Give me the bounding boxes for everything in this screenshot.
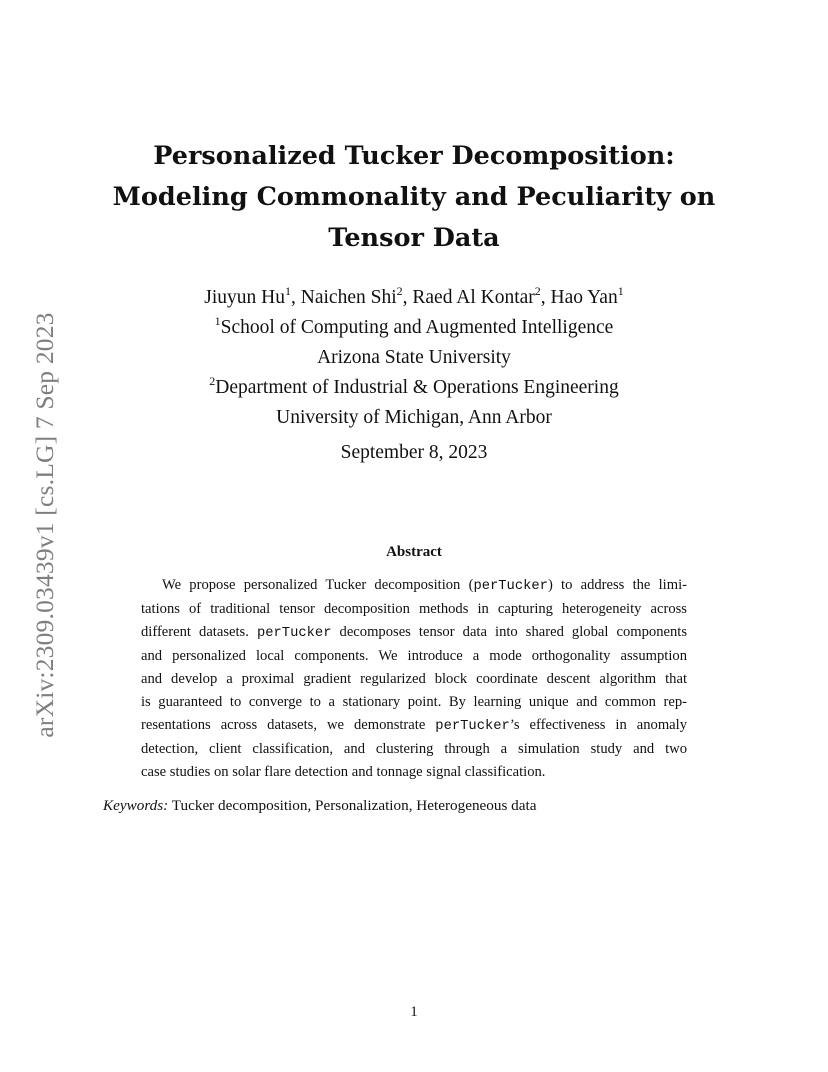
page-number: 1 bbox=[410, 1004, 418, 1020]
author-sep: , bbox=[540, 287, 551, 308]
arxiv-stamp-text: arXiv:2309.03439v1 [cs.LG] 7 Sep 2023 bbox=[30, 312, 59, 738]
abstract-text: is guaranteed to converge to a stationary point. By learning unique and common rep- bbox=[141, 694, 687, 710]
keywords-label: Keywords: bbox=[103, 797, 169, 814]
abstract-text: We propose personalized Tucker decomposition ( bbox=[162, 577, 474, 593]
author-name: Hao Yan bbox=[550, 287, 618, 308]
affiliation-line: Arizona State University bbox=[317, 347, 511, 368]
paper-title bbox=[90, 136, 738, 259]
author-list bbox=[120, 283, 708, 313]
author-affil-mark: 1 bbox=[617, 283, 624, 298]
abstract-heading: Abstract bbox=[386, 544, 442, 560]
abstract-line bbox=[141, 668, 687, 691]
author-name: Jiuyun Hu bbox=[204, 287, 286, 308]
author-sep: , bbox=[291, 287, 301, 308]
affil-mark: 2 bbox=[209, 373, 216, 388]
abstract-text: and develop a proximal gradient regularized block coordinate descent algorithm that bbox=[141, 671, 687, 687]
author-block bbox=[120, 283, 708, 433]
abstract-line bbox=[141, 761, 687, 784]
abstract-body bbox=[141, 574, 687, 784]
abstract-text: ’s effectiveness in anomaly bbox=[509, 717, 688, 733]
keywords-text: Tucker decomposition, Personalization, Heterogeneous data bbox=[168, 797, 537, 814]
author-affil-mark: 2 bbox=[396, 283, 403, 298]
affil-text: School of Computing and Augmented Intelligence bbox=[220, 317, 614, 338]
abstract-line bbox=[141, 645, 687, 668]
author-sep: , bbox=[402, 287, 413, 308]
keywords-line bbox=[103, 797, 536, 815]
abstract-text: and personalized local components. We introduce a mode orthogonality assumption bbox=[141, 648, 687, 664]
title-line: Personalized Tucker Decomposition: bbox=[153, 141, 675, 171]
title-line: Modeling Commonality and Peculiarity on bbox=[112, 182, 716, 212]
abstract-text: ) to address the limi- bbox=[547, 577, 687, 593]
abstract-text: case studies on solar flare detection and tonnage signal classification. bbox=[141, 764, 546, 780]
code-term: perTucker bbox=[435, 719, 510, 734]
affil-text: Department of Industrial & Operations Engineering bbox=[215, 377, 619, 398]
code-term: perTucker bbox=[473, 579, 548, 594]
abstract-line bbox=[141, 598, 687, 621]
paper-date: September 8, 2023 bbox=[340, 442, 488, 463]
abstract-text: tations of traditional tensor decomposition methods in capturing heterogeneity across bbox=[141, 601, 687, 617]
code-term: perTucker bbox=[256, 626, 332, 641]
affiliation-line bbox=[120, 313, 708, 343]
affil-mark: 1 bbox=[214, 313, 221, 328]
author-affil-mark: 2 bbox=[534, 283, 541, 298]
abstract-text: detection, client classification, and clustering through a simulation study and two bbox=[141, 741, 687, 757]
abstract-text: different datasets. bbox=[141, 624, 257, 640]
abstract-line bbox=[141, 574, 687, 598]
author-name: Naichen Shi bbox=[300, 287, 397, 308]
abstract-line bbox=[141, 714, 687, 738]
abstract-line bbox=[141, 738, 687, 761]
abstract-text: resentations across datasets, we demonstrate bbox=[141, 717, 436, 733]
arxiv-stamp bbox=[20, 300, 70, 750]
title-line: Tensor Data bbox=[328, 223, 500, 253]
affiliation-line bbox=[120, 373, 708, 403]
abstract-line bbox=[141, 691, 687, 714]
author-name: Raed Al Kontar bbox=[412, 287, 535, 308]
affiliation-line: University of Michigan, Ann Arbor bbox=[276, 407, 552, 428]
author-affil-mark: 1 bbox=[285, 283, 292, 298]
abstract-text: decomposes tensor data into shared global components bbox=[331, 624, 687, 640]
abstract-line bbox=[141, 621, 687, 645]
